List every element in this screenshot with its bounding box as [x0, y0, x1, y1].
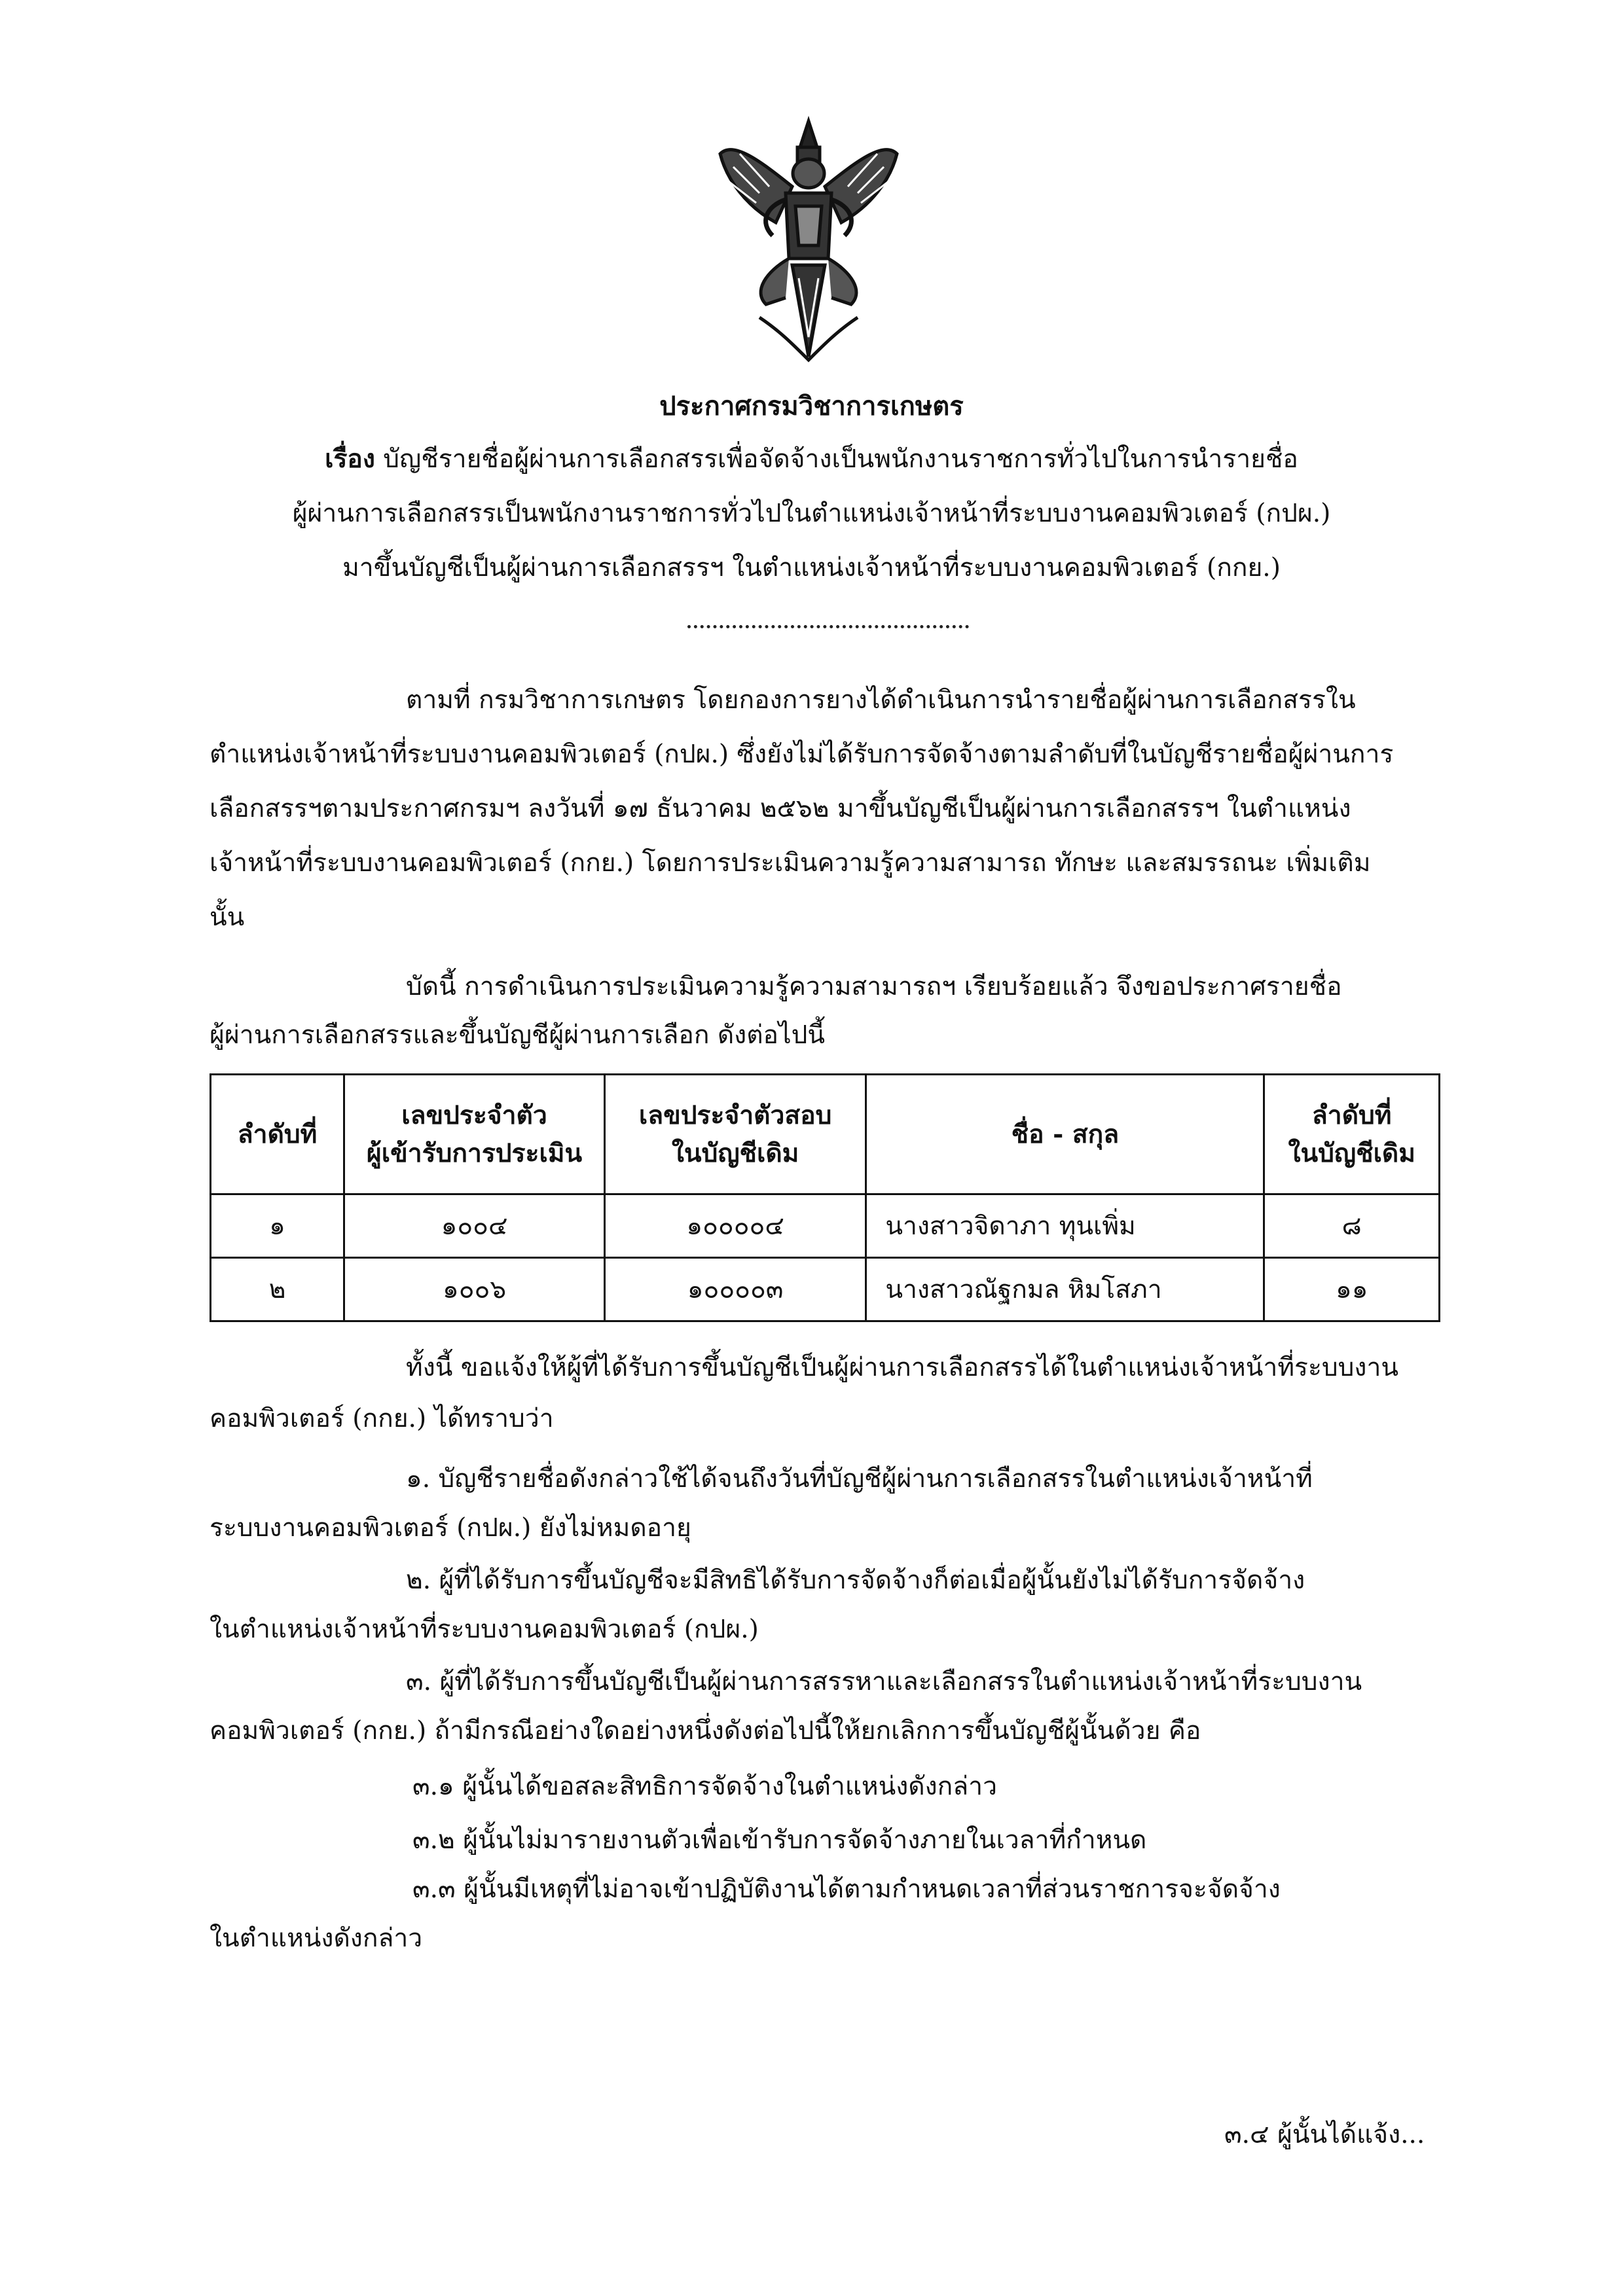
garuda-emblem-icon: [714, 108, 903, 363]
header-old-line-2: ในบัญชีเดิม: [1288, 1138, 1415, 1168]
document-title: ประกาศกรมวิชาการเกษตร: [659, 391, 964, 422]
header-id: [344, 1075, 605, 1194]
cell-order: ๑: [211, 1194, 344, 1258]
header-exam-line-1: เลขประจำตัวสอบ: [638, 1100, 832, 1130]
cell-id: ๑๐๐๖: [344, 1258, 605, 1321]
cell-name: นางสาวจิดาภา ทุนเพิ่ม: [866, 1194, 1264, 1258]
header-name-label: ชื่อ - สกุล: [1011, 1119, 1120, 1149]
header-id-line-1: เลขประจำตัว: [401, 1100, 547, 1130]
candidate-table: [210, 1073, 1440, 1322]
item1-line-2: ระบบงานคอมพิวเตอร์ (กปผ.) ยังไม่หมดอายุ: [210, 1513, 691, 1543]
para1-line-5: นั้น: [210, 903, 245, 932]
cell-exam-id: ๑๐๐๐๐๔: [604, 1194, 866, 1258]
separator-dots: [687, 625, 969, 628]
para2-line-2: ผู้ผ่านการเลือกสรรและขึ้นบัญชีผู้ผ่านการเลือก ดังต่อไปนี้: [210, 1020, 825, 1050]
sub-item-3-3-line-2: ในตำแหน่งดังกล่าว: [210, 1924, 423, 1953]
item3-line-2: คอมพิวเตอร์ (กกย.) ถ้ามีกรณีอย่างใดอย่างหนึ่งดังต่อไปนี้ให้ยกเลิกการขึ้นบัญชีผู้นั้นด้วย คือ: [210, 1716, 1201, 1746]
para3-line-2: คอมพิวเตอร์ (กกย.) ได้ทราบว่า: [210, 1404, 554, 1433]
header-name: [866, 1075, 1264, 1194]
subject-line-2: ผู้ผ่านการเลือกสรรเป็นพนักงานราชการทั่วไปในตำแหน่งเจ้าหน้าที่ระบบงานคอมพิวเตอร์ (กปผ.): [292, 499, 1331, 528]
subject-text-1: บัญชีรายชื่อผู้ผ่านการเลือกสรรเพื่อจัดจ้างเป็นพนักงานราชการทั่วไปในการนำรายชื่อ: [383, 444, 1298, 474]
subject-label: เรื่อง: [325, 444, 375, 474]
continuation-note: ๓.๔ ผู้นั้นได้แจ้ง...: [1224, 2120, 1425, 2149]
table-row: [211, 1258, 1440, 1321]
cell-name: นางสาวณัฐกมล หิมโสภา: [866, 1258, 1264, 1321]
para1-line-3: เลือกสรรฯตามประกาศกรมฯ ลงวันที่ ๑๗ ธันวาคม ๒๕๖๒ มาขึ้นบัญชีเป็นผู้ผ่านการเลือกสรรฯ ในตำแหน่ง: [210, 794, 1351, 823]
cell-old-order: ๘: [1264, 1194, 1440, 1258]
cell-order: ๒: [211, 1258, 344, 1321]
subject-line-1: [0, 439, 1623, 479]
header-old-line-1: ลำดับที่: [1311, 1100, 1392, 1130]
para1-line-1: ตามที่ กรมวิชาการเกษตร โดยกองการยางได้ดำเนินการนำรายชื่อผู้ผ่านการเลือกสรรใน: [406, 685, 1356, 715]
cell-exam-id: ๑๐๐๐๐๓: [604, 1258, 866, 1321]
subject-line-3: มาขึ้นบัญชีเป็นผู้ผ่านการเลือกสรรฯ ในตำแหน่งเจ้าหน้าที่ระบบงานคอมพิวเตอร์ (กกย.): [342, 553, 1281, 583]
para1-line-2: ตำแหน่งเจ้าหน้าที่ระบบงานคอมพิวเตอร์ (กปผ.) ซึ่งยังไม่ได้รับการจัดจ้างตามลำดับที่ในบัญชีรายชื่อผู้ผ่านการ: [210, 740, 1394, 769]
para3-line-1: ทั้งนี้ ขอแจ้งให้ผู้ที่ได้รับการขึ้นบัญชีเป็นผู้ผ่านการเลือกสรรได้ในตำแหน่งเจ้าหน้าที่ระบบงาน: [406, 1353, 1399, 1382]
para2-line-1: บัดนี้ การดำเนินการประเมินความรู้ความสามารถฯ เรียบร้อยแล้ว จึงขอประกาศรายชื่อ: [406, 972, 1342, 1001]
table-header-row: [211, 1075, 1440, 1194]
para1-line-4: เจ้าหน้าที่ระบบงานคอมพิวเตอร์ (กกย.) โดยการประเมินความรู้ความสามารถ ทักษะ และสมรรถนะ เพิ่มเติม: [210, 848, 1371, 878]
sub-item-3-2: ๓.๒ ผู้นั้นไม่มารายงานตัวเพื่อเข้ารับการจัดจ้างภายในเวลาที่กำหนด: [412, 1825, 1147, 1855]
cell-id: ๑๐๐๔: [344, 1194, 605, 1258]
table-row: [211, 1194, 1440, 1258]
item2-line-1: ๒. ผู้ที่ได้รับการขึ้นบัญชีจะมีสิทธิได้รับการจัดจ้างก็ต่อเมื่อผู้นั้นยังไม่ได้รับการจัดจ้าง: [406, 1566, 1305, 1595]
header-exam-line-2: ในบัญชีเดิม: [671, 1138, 799, 1168]
item3-line-1: ๓. ผู้ที่ได้รับการขึ้นบัญชีเป็นผู้ผ่านการสรรหาและเลือกสรรในตำแหน่งเจ้าหน้าที่ระบบงาน: [406, 1667, 1362, 1696]
header-id-line-2: ผู้เข้ารับการประเมิน: [366, 1138, 583, 1168]
sub-item-3-3-line-1: ๓.๓ ผู้นั้นมีเหตุที่ไม่อาจเข้าปฏิบัติงานได้ตามกำหนดเวลาที่ส่วนราชการจะจัดจ้าง: [412, 1874, 1281, 1904]
header-old-order: [1264, 1075, 1440, 1194]
header-order: [211, 1075, 344, 1194]
cell-old-order: ๑๑: [1264, 1258, 1440, 1321]
item2-line-2: ในตำแหน่งเจ้าหน้าที่ระบบงานคอมพิวเตอร์ (กปผ.): [210, 1615, 759, 1644]
sub-item-3-1: ๓.๑ ผู้นั้นได้ขอสละสิทธิการจัดจ้างในตำแหน่งดังกล่าว: [412, 1772, 997, 1801]
header-order-label: ลำดับที่: [237, 1119, 318, 1149]
item1-line-1: ๑. บัญชีรายชื่อดังกล่าวใช้ได้จนถึงวันที่บัญชีผู้ผ่านการเลือกสรรในตำแหน่งเจ้าหน้าที่: [406, 1464, 1313, 1494]
header-exam-id: [604, 1075, 866, 1194]
